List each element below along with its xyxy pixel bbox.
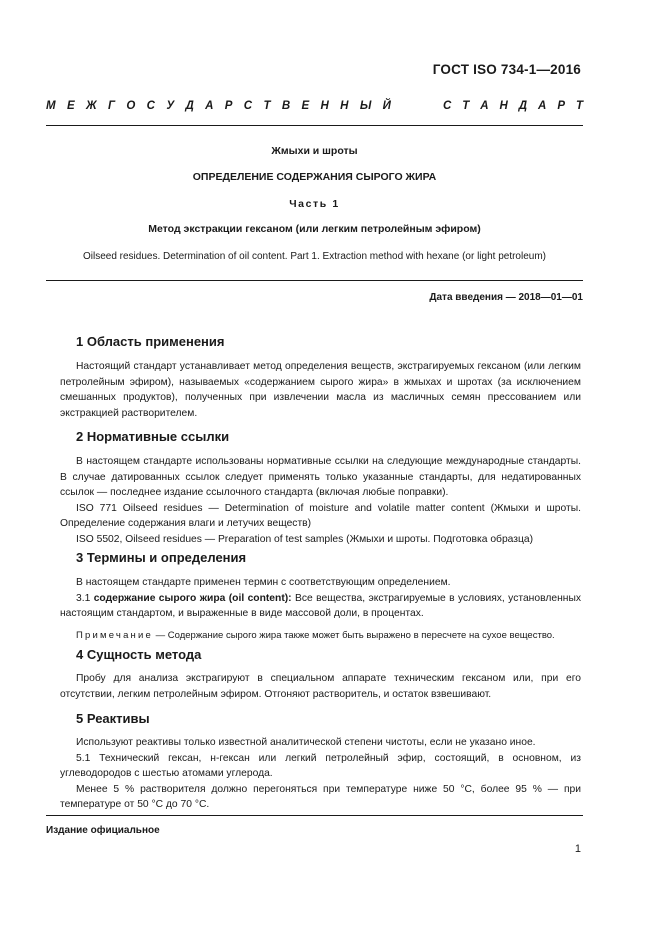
interstate-letter: Р	[557, 100, 565, 112]
interstate-letter: Т	[462, 100, 470, 112]
section-2-reference-iso771: ISO 771 Oilseed residues — Determination of moisture and volatile matter content (Жмыхи и шроты. Определение содержания влаги и летучих веществ)	[60, 502, 581, 530]
introduction-date: Дата введения — 2018—01—01	[429, 292, 583, 303]
title-divider	[46, 280, 583, 281]
section-3-definition	[60, 591, 581, 622]
section-2-paragraph-1: В настоящем стандарте использованы нормативные ссылки на следующие международные стандарты. В случае датированных ссылок следует применять только указанные стандарты, для недатированных ссылок — последнее издание ссылочного стандарта (включая любые поправки).	[60, 456, 581, 499]
section-3-body	[60, 575, 581, 643]
definition-term: содержание сырого жира (oil content):	[93, 592, 292, 604]
interstate-letter: У	[166, 100, 175, 112]
interstate-letter: Е	[66, 100, 75, 112]
note-text: — Содержание сырого жира также может быть выражено в пересчете на сухое вещество.	[153, 629, 555, 641]
document-code: ГОСТ ISO 734-1—2016	[432, 62, 581, 77]
interstate-letter: Д	[518, 100, 528, 112]
section-4-heading: 4 Сущность метода	[76, 647, 202, 662]
section-1-body	[60, 359, 581, 421]
section-1-heading: 1 Область применения	[76, 334, 225, 349]
title-method: Метод экстракции гексаном (или легким петролейным эфиром)	[148, 223, 481, 235]
section-5-paragraph-2: 5.1 Технический гексан, н-гексан или легкий петролейный эфир, состоящий, в основном, из углеводородов с шестью атомами углерода.	[60, 752, 581, 780]
section-3-paragraph-1: В настоящем стандарте применен термин с соответствующим определением.	[76, 577, 451, 588]
interstate-letter: А	[480, 100, 489, 112]
definition-number: 3.1	[76, 592, 94, 604]
interstate-left	[46, 100, 391, 112]
interstate-letter: Г	[107, 100, 116, 112]
interstate-letter: В	[281, 100, 291, 112]
page-number: 1	[574, 843, 581, 855]
title-main: ОПРЕДЕЛЕНИЕ СОДЕРЖАНИЯ СЫРОГО ЖИРА	[192, 171, 437, 183]
section-4-paragraph: Пробу для анализа экстрагируют в специальном аппарате техническим гексаном или, при его отсутствии, легким петролейным эфиром. Отгоняют растворитель, и остаток взвешивают.	[60, 673, 581, 700]
interstate-letter: Р	[224, 100, 233, 112]
interstate-letter: М	[46, 100, 56, 112]
interstate-letter: Т	[263, 100, 271, 112]
interstate-letter: А	[205, 100, 214, 112]
title-subject: Жмыхи и шроты	[271, 145, 358, 157]
interstate-letter: Ы	[359, 100, 372, 112]
title-english: Oilseed residues. Determination of oil content. Part 1. Extraction method with hexane (or light petroleum)	[82, 251, 546, 262]
interstate-letter: Е	[301, 100, 310, 112]
section-5-body	[60, 735, 581, 813]
section-5-heading: 5 Реактивы	[76, 711, 150, 726]
note-label: Примечание	[76, 629, 153, 641]
interstate-letter: Н	[320, 100, 329, 112]
official-edition-label: Издание официальное	[46, 825, 160, 836]
section-1-paragraph: Настоящий стандарт устанавливает метод определения веществ, экстрагируемых гексаном (или легким петролейным эфиром), называемых «содержанием сырого жира» в жмыхах и шротах (за исключением смешанных продуктов), полученных при извлечении масла из масличных семян прессованием или экстракцией растворителем.	[60, 361, 581, 419]
section-2-reference-iso5502: ISO 5502, Oilseed residues — Preparation of test samples (Жмыхи и шроты. Подготовка образца)	[76, 533, 534, 545]
interstate-letter: О	[126, 100, 136, 112]
section-3-heading: 3 Термины и определения	[76, 550, 247, 565]
interstate-standard-banner	[46, 100, 583, 112]
footer-divider	[46, 815, 583, 816]
section-3-note	[60, 628, 581, 644]
interstate-right	[443, 100, 583, 112]
title-part: Часть 1	[289, 198, 340, 210]
section-2-body	[60, 454, 581, 548]
interstate-letter: С	[243, 100, 253, 112]
section-5-paragraph-3: Менее 5 % растворителя должно перегоняться при температуре ниже 50 °С, более 95 % — при температуре от 50 °С до 70 °С.	[60, 783, 581, 811]
interstate-letter: Й	[382, 100, 391, 112]
interstate-letter: Н	[499, 100, 508, 112]
interstate-letter: Д	[185, 100, 194, 112]
section-5-paragraph-1: Используют реактивы только известной аналитической степени чистоты, если не указано иное.	[76, 737, 536, 748]
header-divider	[46, 125, 583, 126]
section-4-body	[60, 671, 581, 702]
interstate-letter: С	[146, 100, 155, 112]
interstate-letter: Ж	[85, 100, 97, 112]
interstate-letter: А	[538, 100, 547, 112]
section-2-heading: 2 Нормативные ссылки	[76, 429, 230, 444]
definition-text: Все вещества, экстрагируемые в условиях, установленных настоящим стандартом, и выраженные в виде массовой доли, в процентах.	[60, 592, 581, 620]
interstate-letter: Т	[575, 100, 583, 112]
interstate-letter: Н	[340, 100, 349, 112]
interstate-letter: С	[443, 100, 452, 112]
